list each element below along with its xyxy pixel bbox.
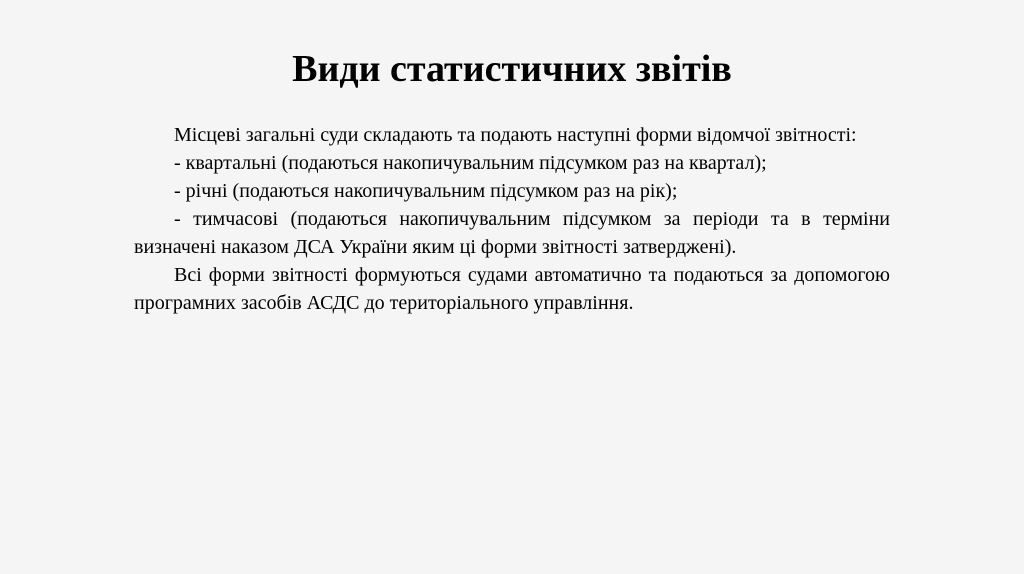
list-item-quarterly: - квартальні (подаються накопичувальним підсумком раз на квартал);: [174, 152, 767, 174]
intro-paragraph: Місцеві загальні суди складають та подають наступні форми відомчої звітності:: [174, 124, 857, 146]
slide-body: [134, 121, 890, 317]
slide-title: Види статистичних звітів: [292, 48, 732, 90]
list-item-annual: - річні (подаються накопичувальним підсумком раз на рік);: [174, 180, 678, 202]
list-item-temporary: - тимчасові (подаються накопичувальним підсумком за періоди та в терміни визначені наказом ДСА України яким ці форми звітності затверджені).: [134, 208, 890, 258]
closing-paragraph: Всі форми звітності формуються судами автоматично та подаються за допомогою програмних засобів АСДС до територіального управління.: [134, 264, 890, 314]
